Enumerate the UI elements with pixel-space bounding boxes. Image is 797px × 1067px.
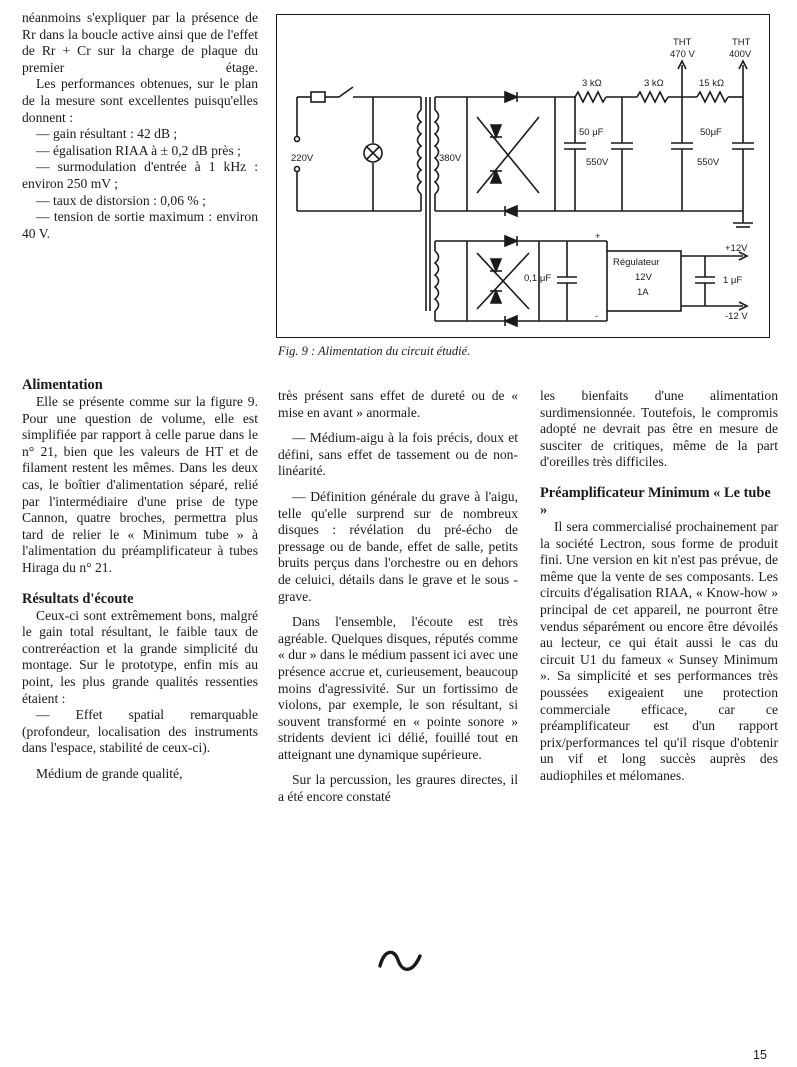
- resultats-paragraph: Ceux-ci sont extrêmement bons, malgré le gain total résultant, le faible taux de contreréaction et la grande simplicité du montage. Sur le prototype, enfin mis au point, les plus grande qualités ressenties étaient :: [22, 607, 258, 706]
- label-tht2-v: 400V: [729, 49, 752, 60]
- heading-resultats: Résultats d'écoute: [22, 590, 134, 607]
- intro-paragraph: Les performances obtenues, sur le plan de la mesure sont excellentes puisqu'elles donnent :: [22, 76, 258, 125]
- schematic-svg: [277, 15, 771, 339]
- primary-coil-icon: [418, 110, 422, 194]
- label-regulator-a: 1A: [637, 287, 649, 298]
- preamp-paragraph: Il sera commercialisé prochainement par la société Lectron, sous forme de produit fini. Une version en kit n'est pas prévue, de même que la vente de ses composants. Les circuits d'égalisation RIAA, « Know-how » principal de cet appareil, ne pourront être vendus séparément ou encore être dévoilés au lecteur, ce qui était aussi le cas du circuit U1 du fameux « Sunsey Minimum ». Sa simplicité et ses performances très poussées exigeaient une protection commerciale efficace, car ce préamplificateur est d'un rapport prix/performances tel qu'il risque d'obtenir un vif et long succès auprès des audiophiles et mélomanes.: [540, 518, 778, 783]
- resistor-15k: [697, 92, 728, 102]
- label-c3: 0,1 μF: [524, 273, 552, 284]
- resultats-paragraph: — Effet spatial remarquable (profondeur, localisation des instruments dans l'espace, stabilité de ceux-ci).: [22, 707, 258, 756]
- switch-icon: [339, 87, 353, 97]
- label-c2-v: 550V: [697, 157, 720, 168]
- figure-9-schematic: [276, 14, 770, 338]
- label-c4: 1 μF: [723, 275, 743, 286]
- col2-paragraph: très présent sans effet de dureté ou de « mise en avant » anormale.: [278, 388, 518, 420]
- intro-paragraph: néanmoins s'expliquer par la présence de Rr dans la boucle active ainsi que de l'effet de Rr + Cr sur la charge de plaque du premier étage.: [22, 10, 258, 75]
- column-3: [540, 388, 778, 784]
- label-out-neg: -12 V: [725, 311, 748, 322]
- label-220v: 220V: [291, 153, 314, 164]
- spec-gain: — gain résultant : 42 dB ;: [36, 126, 178, 142]
- col2-paragraph: — Médium-aigu à la fois précis, doux et défini, sans effet de tassement ou de non-linéarité.: [278, 430, 518, 479]
- label-plus: +: [595, 231, 601, 242]
- figure-caption: Fig. 9 : Alimentation du circuit étudié.: [278, 344, 471, 358]
- col2-paragraph: Dans l'ensemble, l'écoute est très agréable. Quelques disques, réputés comme « dur » dans le médium passent ici avec une présence accrue et, curieusement, beaucoup moins d'agressivité. Sur un fortissimo de violons, par exemple, le son résultant, si souvent transformé en « pointe sonore » stridents devient ici délié, fouillé tout en atteignant une dynamique supérieure.: [278, 614, 518, 762]
- resultats-paragraph: Médium de grande qualité,: [36, 765, 183, 781]
- heading-preamp: Préamplificateur Minimum « Le tube »: [540, 484, 771, 518]
- label-regulator-v: 12V: [635, 272, 652, 283]
- sine-wave-logo-icon: [376, 944, 424, 978]
- spec-overload: — surmodulation d'entrée à 1 kHz : environ 250 mV ;: [22, 159, 258, 191]
- lv-coil-icon: [435, 251, 439, 311]
- heading-alimentation: Alimentation: [22, 377, 103, 393]
- label-r3: 15 kΩ: [699, 78, 725, 89]
- secondary-coil-icon: [435, 110, 439, 194]
- label-r1: 3 kΩ: [582, 78, 602, 89]
- label-c1: 50 μF: [579, 127, 604, 138]
- col2-paragraph: Sur la percussion, les graures directes, il a été encore constaté: [278, 772, 518, 805]
- col2-paragraph: — Définition générale du grave à l'aigu, telle qu'elle surprend sur de nombreux disques : révélation du pré-écho de pressage ou de bande, effet de salle, petits bruits perçus dans l'orchestre ou en dehors de celuici, détails dans le grave et le sous -grave.: [278, 488, 518, 604]
- label-tht1: THT: [673, 37, 692, 48]
- intro-column: [22, 10, 258, 242]
- col3-paragraph: les bienfaits d'une alimentation surdimensionnée. Toutefois, le compromis adopté ne devrait pas être en mesure de susciter de critiques, même de la part d'oreilles très difficiles.: [540, 388, 778, 470]
- label-minus: -: [595, 311, 599, 322]
- alimentation-paragraph: Elle se présente comme sur la figure 9. Pour une question de volume, elle est simplifiée par rapport à celle parue dans le n° 21, bien que les valeurs de HT et de filament restent les mêmes. Dans les deux cas, le boîtier d'alimentation séparé, relié par l'intermédiaire d'une prise de type Cannon, quatre broches, permettra plus tard de relier le « Minimum tube » à l'alimentation du préamplificateur à tubes Hiraga du n° 21.: [22, 394, 258, 575]
- label-r2: 3 kΩ: [644, 78, 664, 89]
- resistor-3k-1: [575, 92, 606, 102]
- label-tht2: THT: [732, 37, 751, 48]
- page-number: 15: [753, 1048, 767, 1062]
- label-380v: 380V: [439, 153, 462, 164]
- label-out-pos: +12V: [725, 243, 748, 254]
- resistor-3k-2: [637, 92, 668, 102]
- label-c2: 50μF: [700, 127, 722, 138]
- fuse-icon: [311, 92, 325, 102]
- column-2: [278, 388, 518, 806]
- label-c1-v: 550V: [586, 157, 609, 168]
- label-regulator: Régulateur: [613, 257, 660, 268]
- spec-distortion: — taux de distorsion : 0,06 % ;: [36, 192, 206, 208]
- label-tht1-v: 470 V: [670, 49, 695, 60]
- spec-riaa: — égalisation RIAA à ± 0,2 dB près ;: [36, 142, 241, 158]
- column-1: [22, 377, 258, 782]
- spec-output: — tension de sortie maximum : environ 40 V.: [22, 209, 258, 241]
